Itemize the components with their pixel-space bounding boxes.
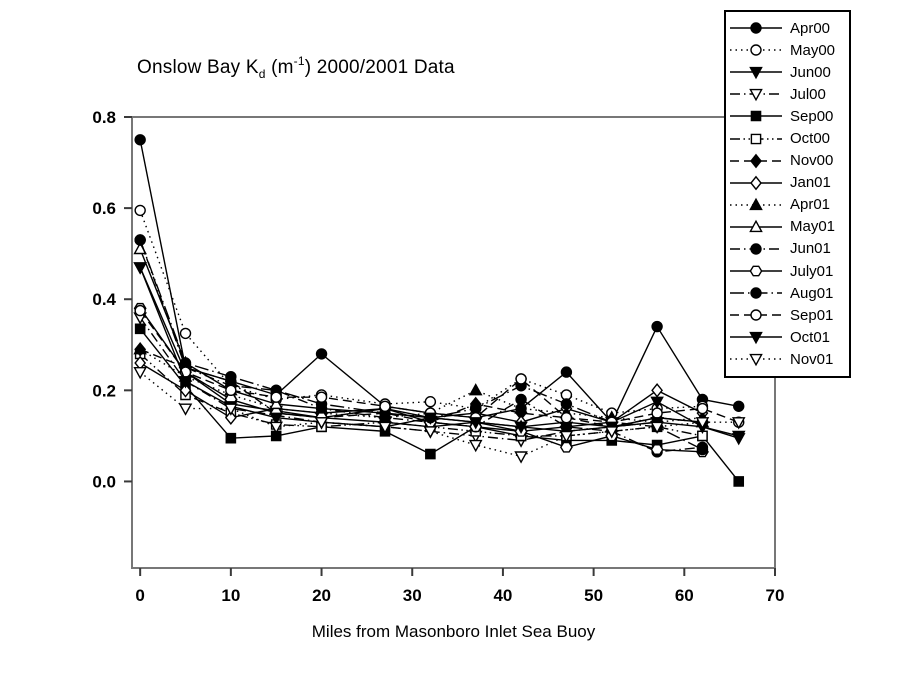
- legend-swatch-Jul00: [728, 86, 784, 102]
- marker-Sep00: [226, 434, 235, 443]
- marker-Oct01: [733, 434, 744, 444]
- legend-swatch-Jun00: [728, 64, 784, 80]
- marker-Sep00: [426, 450, 435, 459]
- marker-Nov01: [180, 404, 191, 414]
- legend-marker-Sep01: [751, 310, 761, 320]
- marker-Nov01: [135, 368, 146, 378]
- legend-swatch-Apr00: [728, 20, 784, 36]
- marker-Jun01: [516, 394, 526, 404]
- legend-marker-July01: [750, 266, 761, 275]
- marker-Nov01: [515, 452, 526, 462]
- legend-label: July01: [790, 262, 834, 280]
- marker-Apr00: [561, 367, 571, 377]
- legend-label: Sep01: [790, 306, 834, 324]
- legend-marker-Sep00: [751, 112, 760, 121]
- legend-swatch-Nov01: [728, 351, 784, 367]
- marker-Sep01: [271, 392, 281, 402]
- legend-label: Oct00: [790, 130, 831, 148]
- legend-item-Oct01: [728, 326, 849, 348]
- legend-item-Nov00: [728, 150, 849, 172]
- marker-July01: [652, 445, 663, 454]
- chart-title-text: (m: [265, 57, 294, 78]
- legend-label: May00: [790, 41, 836, 59]
- legend-marker-May01: [750, 221, 761, 231]
- marker-Aug01: [135, 235, 145, 245]
- legend-swatch-Sep00: [728, 108, 784, 124]
- marker-Sep01: [226, 385, 236, 395]
- legend-item-Jan01: [728, 172, 849, 194]
- marker-May00: [425, 397, 435, 407]
- x-tick-label: 0: [135, 586, 145, 605]
- legend-swatch-Sep01: [728, 307, 784, 323]
- legend-swatch-May00: [728, 42, 784, 58]
- marker-Sep01: [516, 374, 526, 384]
- y-tick-label: 0.0: [92, 472, 116, 492]
- marker-Apr00: [317, 349, 327, 359]
- legend-item-Apr00: [728, 17, 849, 39]
- x-tick-label: 60: [674, 586, 694, 605]
- legend-marker-Oct01: [750, 333, 761, 343]
- x-tick-label: 30: [402, 586, 422, 605]
- legend-swatch-May01: [728, 219, 784, 235]
- legend-item-Sep00: [728, 105, 849, 127]
- legend-label: Jun00: [790, 63, 831, 81]
- legend-label: May01: [790, 218, 836, 236]
- legend-swatch-Jan01: [728, 175, 784, 191]
- marker-Apr00: [135, 135, 145, 145]
- legend-label: Jul00: [790, 85, 826, 103]
- legend-swatch-Jun01: [728, 241, 784, 257]
- marker-Sep00: [734, 477, 743, 486]
- legend-swatch-Oct00: [728, 131, 784, 147]
- legend-marker-Jun01: [751, 244, 761, 254]
- x-axis-title: Miles from Masonboro Inlet Sea Buoy: [311, 622, 596, 641]
- legend-label: Oct01: [790, 328, 831, 346]
- legend-item-May00: [728, 39, 849, 61]
- chart-title: [137, 54, 455, 81]
- legend-swatch-Aug01: [728, 285, 784, 301]
- legend-item-Oct00: [728, 127, 849, 149]
- chart-title-text: ) 2000/2001 Data: [304, 57, 455, 78]
- legend-marker-Nov00: [751, 154, 761, 166]
- legend-item-Sep01: [728, 304, 849, 326]
- x-tick-label: 70: [765, 586, 785, 605]
- legend-marker-Oct00: [751, 134, 760, 143]
- legend-marker-Apr01: [750, 199, 761, 209]
- legend-item-Jul00: [728, 83, 849, 105]
- plot-frame: [132, 117, 775, 568]
- legend-marker-Apr00: [751, 23, 761, 33]
- y-tick-label: 0.8: [92, 108, 116, 127]
- marker-Sep01: [380, 401, 390, 411]
- x-tick-label: 20: [312, 586, 332, 605]
- legend-label: Apr01: [790, 196, 831, 214]
- legend-swatch-July01: [728, 263, 784, 279]
- legend-item-Jun00: [728, 61, 849, 83]
- legend-marker-Aug01: [751, 288, 761, 298]
- marker-Aug01: [226, 372, 236, 382]
- legend-label: Jun01: [790, 240, 831, 258]
- legend-swatch-Oct01: [728, 329, 784, 345]
- marker-Sep00: [136, 324, 145, 333]
- legend-swatch-Apr01: [728, 197, 784, 213]
- marker-Aug01: [561, 399, 571, 409]
- y-tick-label: 0.6: [92, 199, 116, 219]
- marker-Sep01: [697, 404, 707, 414]
- legend-item-Aug01: [728, 282, 849, 304]
- series-line-Jan01: [140, 363, 702, 422]
- legend-item-July01: [728, 260, 849, 282]
- series-July01: [135, 304, 708, 457]
- marker-Jan01: [652, 384, 662, 396]
- marker-May00: [181, 328, 191, 338]
- y-tick-label: 0.2: [92, 381, 116, 401]
- marker-May00: [135, 205, 145, 215]
- legend-label: Jan01: [790, 174, 831, 192]
- legend-label: Nov01: [790, 350, 834, 368]
- y-tick-label: 0.4: [92, 290, 116, 310]
- legend-label: Apr00: [790, 19, 831, 37]
- chart-title-text: Onslow Bay K: [137, 57, 259, 78]
- x-tick-label: 50: [584, 586, 604, 605]
- legend-label: Sep00: [790, 107, 834, 125]
- legend-item-Nov01: [728, 348, 849, 370]
- legend-marker-May00: [751, 45, 761, 55]
- marker-Sep01: [317, 392, 327, 402]
- legend-label: Aug01: [790, 284, 834, 302]
- marker-Aug01: [697, 445, 707, 455]
- chart-title-superscript: -1: [293, 54, 305, 68]
- marker-Apr01: [470, 385, 481, 395]
- x-tick-label: 10: [221, 586, 241, 605]
- legend-item-Apr01: [728, 194, 849, 216]
- marker-July01: [561, 443, 572, 452]
- marker-Oct01: [135, 263, 146, 273]
- legend-marker-Jan01: [751, 177, 761, 189]
- marker-Sep01: [561, 413, 571, 423]
- legend-label: Nov00: [790, 152, 834, 170]
- chart-title-subscript: d: [258, 67, 266, 81]
- legend: [724, 10, 851, 378]
- marker-Apr00: [734, 401, 744, 411]
- legend-marker-Nov01: [750, 355, 761, 365]
- marker-Sep01: [652, 408, 662, 418]
- legend-item-Jun01: [728, 238, 849, 260]
- x-tick-label: 40: [493, 586, 513, 605]
- legend-item-May01: [728, 216, 849, 238]
- marker-Sep01: [135, 306, 145, 316]
- legend-swatch-Nov00: [728, 153, 784, 169]
- marker-Apr00: [652, 322, 662, 332]
